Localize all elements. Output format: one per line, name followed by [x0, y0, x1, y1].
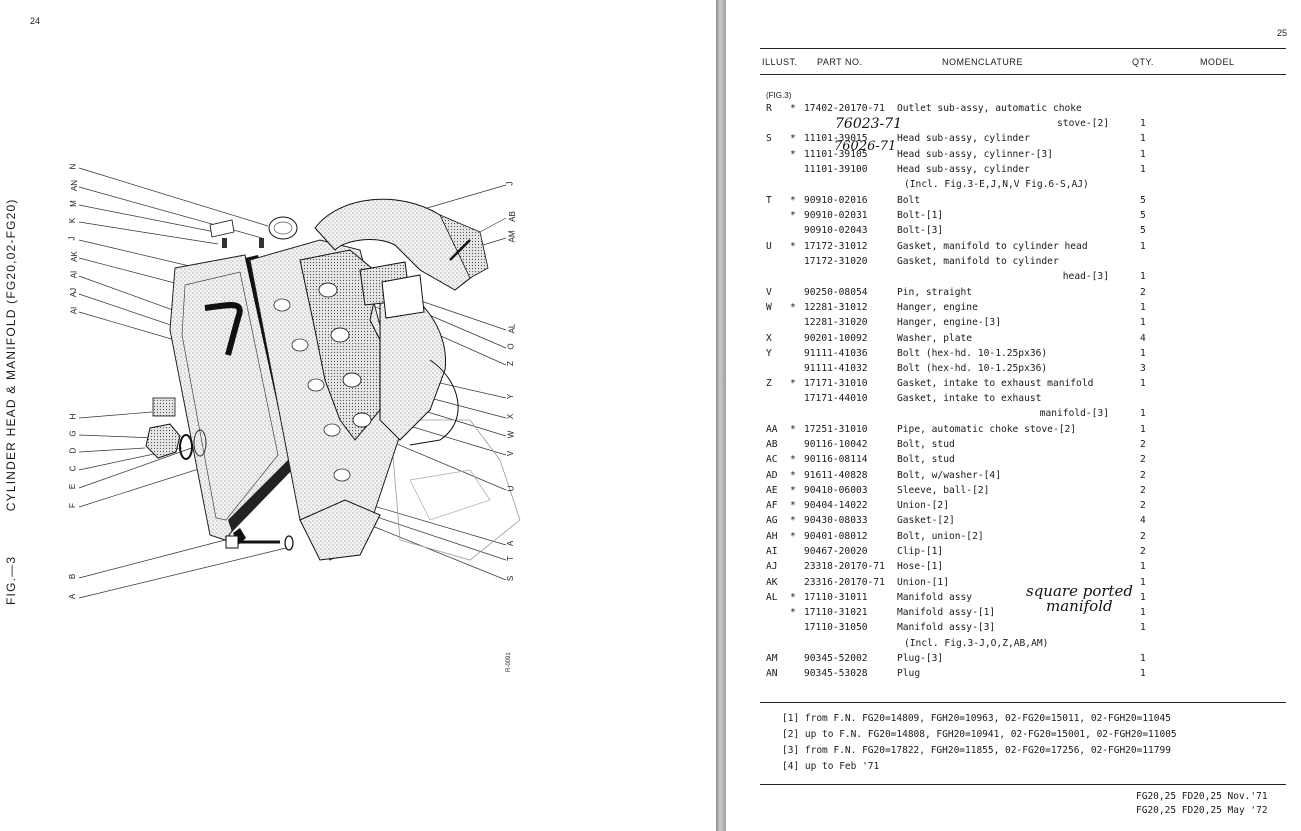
callout-right-5: O: [506, 343, 516, 350]
callout-right-2: AB: [507, 211, 517, 222]
nomenclature: Plug-[3]: [897, 653, 944, 664]
right-page: [726, 0, 1301, 831]
quantity: 2: [1140, 454, 1146, 465]
handwritten-note-1: 76023-71: [835, 116, 903, 132]
change-mark: *: [790, 424, 796, 435]
part-number: 90250-08054: [804, 287, 868, 298]
change-mark: *: [790, 210, 796, 221]
quantity: 2: [1140, 485, 1146, 496]
table-row: [726, 636, 1301, 651]
quantity: 1: [1140, 378, 1146, 389]
illust-ref: Z: [766, 378, 772, 389]
illust-ref: R: [766, 103, 772, 114]
nomenclature: Union-[1]: [897, 577, 949, 588]
quantity: 1: [1140, 317, 1146, 328]
nomenclature: Manifold assy-[3]: [897, 622, 996, 633]
part-number: 90116-10042: [804, 439, 868, 450]
illust-ref: S: [766, 133, 772, 144]
illust-ref: U: [766, 241, 772, 252]
table-row: [726, 605, 1301, 620]
part-number: 90404-14022: [804, 500, 868, 511]
edition-line-1: FG20,25 FD20,25 Nov.'71: [1136, 791, 1268, 802]
nomenclature: Bolt-[3]: [897, 225, 944, 236]
part-number: 90910-02031: [804, 210, 868, 221]
callout-left-13: C: [68, 465, 78, 472]
footnote-2: [2] up to F.N. FG20=14808, FGH20=10941, 02-FG20=15001, 02-FGH20=11005: [782, 729, 1177, 740]
callout-right-10: V: [506, 450, 516, 457]
nomenclature-continuation: stove-[2]: [1057, 118, 1109, 129]
part-number: 11101-39105: [804, 149, 868, 160]
figure-reference: (FIG.3): [766, 91, 792, 100]
quantity: 5: [1140, 210, 1146, 221]
callout-left-8: AJ: [69, 287, 79, 298]
table-row: [726, 193, 1301, 208]
figure-number: FIG.—3: [4, 555, 18, 605]
nomenclature: Head sub-assy, cylinder: [897, 164, 1030, 175]
illust-ref: AL: [766, 592, 778, 603]
change-mark: *: [790, 302, 796, 313]
callout-right-1: J: [505, 181, 515, 186]
illust-ref: AN: [766, 668, 778, 679]
nomenclature: Pin, straight: [897, 287, 973, 298]
nomenclature: Washer, plate: [897, 333, 973, 344]
change-mark: *: [790, 195, 796, 206]
nomenclature: Gasket, intake to exhaust manifold: [897, 378, 1094, 389]
part-number: 90410-06003: [804, 485, 868, 496]
change-mark: *: [790, 454, 796, 465]
table-row: [726, 651, 1301, 666]
callout-left-3: M: [68, 200, 78, 207]
change-mark: *: [790, 592, 796, 603]
quantity: 5: [1140, 225, 1146, 236]
illust-ref: AK: [766, 577, 778, 588]
part-number: 90910-02016: [804, 195, 868, 206]
part-number: 17110-31050: [804, 622, 868, 633]
nomenclature: Bolt, stud: [897, 454, 955, 465]
callout-left-16: B: [68, 573, 78, 580]
change-mark: *: [790, 515, 796, 526]
col-header-model: MODEL: [1200, 57, 1235, 67]
quantity: 2: [1140, 546, 1146, 557]
figure-code: R-0091: [506, 652, 512, 672]
illust-ref: AI: [766, 546, 778, 557]
part-number: 17172-31012: [804, 241, 868, 252]
callout-left-6: AK: [69, 251, 79, 262]
illust-ref: V: [766, 287, 772, 298]
quantity: 5: [1140, 195, 1146, 206]
table-row: [726, 116, 1301, 131]
table-row: [726, 422, 1301, 437]
change-mark: *: [790, 241, 796, 252]
change-mark: *: [790, 485, 796, 496]
nomenclature: Union-[2]: [897, 500, 949, 511]
quantity: 1: [1140, 622, 1146, 633]
quantity: 1: [1140, 668, 1146, 679]
part-number: 17172-31020: [804, 256, 868, 267]
callout-right-12: A: [506, 540, 516, 547]
quantity: 1: [1140, 118, 1146, 129]
table-row: [726, 559, 1301, 574]
table-row: [726, 452, 1301, 467]
quantity: 1: [1140, 424, 1146, 435]
callout-right-13: T: [505, 556, 515, 561]
nomenclature: Gasket, manifold to cylinder head: [897, 241, 1088, 252]
part-number: 90116-08114: [804, 454, 868, 465]
nomenclature: Pipe, automatic choke stove-[2]: [897, 424, 1077, 435]
part-number: 90201-10092: [804, 333, 868, 344]
quantity: 1: [1140, 271, 1146, 282]
footnote-4: [4] up to Feb '71: [782, 761, 880, 772]
change-mark: *: [790, 607, 796, 618]
part-number: 91111-41036: [804, 348, 868, 359]
quantity: 1: [1140, 577, 1146, 588]
table-row: [726, 666, 1301, 681]
part-number: 17251-31010: [804, 424, 868, 435]
quantity: 1: [1140, 164, 1146, 175]
nomenclature: Plug: [897, 668, 921, 679]
nomenclature: Manifold assy: [897, 592, 973, 603]
table-row: [726, 498, 1301, 513]
callout-left-10: H: [68, 413, 78, 420]
nomenclature: Hose-[1]: [897, 561, 944, 572]
nomenclature-continuation: manifold-[3]: [1039, 408, 1109, 419]
change-mark: *: [790, 531, 796, 542]
table-row: [726, 544, 1301, 559]
quantity: 3: [1140, 363, 1146, 374]
change-mark: *: [790, 149, 796, 160]
callout-right-14: S: [506, 575, 516, 582]
table-row: [726, 406, 1301, 421]
table-row: [726, 513, 1301, 528]
callout-left-9: AI: [69, 306, 79, 315]
change-mark: *: [790, 470, 796, 481]
callout-left-15: F: [67, 503, 77, 508]
callout-left-4: K: [68, 217, 78, 224]
quantity: 1: [1140, 348, 1146, 359]
illust-ref: X: [766, 333, 772, 344]
nomenclature: Bolt, stud: [897, 439, 955, 450]
change-mark: *: [790, 378, 796, 389]
part-number: 90467-20020: [804, 546, 868, 557]
quantity: 1: [1140, 561, 1146, 572]
nomenclature: Bolt, union-[2]: [897, 531, 984, 542]
nomenclature: Bolt: [897, 195, 921, 206]
nomenclature: Clip-[1]: [897, 546, 944, 557]
table-row: [726, 147, 1301, 162]
part-number: 12281-31012: [804, 302, 868, 313]
table-row: [726, 177, 1301, 192]
table-row: [726, 575, 1301, 590]
change-mark: *: [790, 500, 796, 511]
handwritten-note-2: 76026-71: [834, 139, 897, 154]
col-header-illust: ILLUST.: [762, 57, 798, 67]
table-row: [726, 101, 1301, 116]
table-row: [726, 376, 1301, 391]
table-row: [726, 269, 1301, 284]
illust-ref: AB: [766, 439, 778, 450]
footnote-bottom-rule: [760, 784, 1286, 785]
nomenclature-continuation: head-[3]: [1062, 271, 1109, 282]
nomenclature: Manifold assy-[1]: [897, 607, 996, 618]
nomenclature: Head sub-assy, cylinner-[3]: [897, 149, 1053, 160]
page-number-left: 24: [30, 16, 41, 26]
illust-ref: AJ: [766, 561, 778, 572]
page-number-right: 25: [1276, 28, 1287, 38]
table-row: [726, 391, 1301, 406]
illust-ref: AD: [766, 470, 778, 481]
nomenclature: Bolt, w/washer-[4]: [897, 470, 1001, 481]
nomenclature: Bolt (hex-hd. 10-1.25px36): [897, 363, 1048, 374]
nomenclature: Hanger, engine-[3]: [897, 317, 1001, 328]
part-number: 12281-31020: [804, 317, 868, 328]
table-row: [726, 208, 1301, 223]
nomenclature: Outlet sub-assy, automatic choke: [897, 103, 1082, 114]
table-row: [726, 285, 1301, 300]
quantity: 1: [1140, 408, 1146, 419]
part-number: 17402-20170-71: [804, 103, 885, 114]
table-row: [726, 620, 1301, 635]
table-row: [726, 437, 1301, 452]
part-number: 90345-53028: [804, 668, 868, 679]
nomenclature: Bolt-[1]: [897, 210, 944, 221]
quantity: 1: [1140, 653, 1146, 664]
nomenclature: (Incl. Fig.3-E,J,N,V Fig.6-S,AJ): [904, 179, 1089, 190]
col-header-part-no: PART NO.: [817, 57, 863, 67]
quantity: 2: [1140, 287, 1146, 298]
col-header-nomenclature: NOMENCLATURE: [942, 57, 1023, 67]
illust-ref: W: [766, 302, 772, 313]
illust-ref: Y: [766, 348, 772, 359]
quantity: 2: [1140, 500, 1146, 511]
callout-right-8: X: [506, 413, 516, 420]
part-number: 11101-39015: [804, 133, 868, 144]
change-mark: *: [790, 103, 796, 114]
illust-ref: AF: [766, 500, 778, 511]
table-row: [726, 590, 1301, 605]
quantity: 4: [1140, 333, 1146, 344]
illust-ref: AM: [766, 653, 778, 664]
part-number: 17171-31010: [804, 378, 868, 389]
table-row: [726, 315, 1301, 330]
part-number: 90401-08012: [804, 531, 868, 542]
book-gutter: [716, 0, 726, 831]
nomenclature: Gasket, intake to exhaust: [897, 393, 1042, 404]
handwritten-note-3: square ported: [1026, 582, 1134, 600]
table-row: [726, 239, 1301, 254]
callout-left-17: A: [68, 593, 78, 600]
callout-left-11: G: [68, 430, 78, 437]
handwritten-note-4: manifold: [1046, 597, 1113, 615]
quantity: 1: [1140, 241, 1146, 252]
change-mark: *: [790, 133, 796, 144]
illust-ref: AA: [766, 424, 778, 435]
header-top-rule: [760, 48, 1286, 49]
part-number: 90430-08033: [804, 515, 868, 526]
quantity: 4: [1140, 515, 1146, 526]
illust-ref: AH: [766, 531, 778, 542]
callout-right-3: AM: [507, 230, 517, 243]
footnote-top-rule: [760, 702, 1286, 703]
illust-ref: AG: [766, 515, 778, 526]
callout-left-12: D: [68, 447, 78, 454]
quantity: 2: [1140, 439, 1146, 450]
footnote-1: [1] from F.N. FG20=14809, FGH20=10963, 02-FG20=15011, 02-FGH20=11045: [782, 713, 1171, 724]
quantity: 1: [1140, 592, 1146, 603]
part-number: 17171-44010: [804, 393, 868, 404]
callout-left-5: J: [67, 236, 77, 241]
nomenclature: Gasket-[2]: [897, 515, 955, 526]
callout-right-11: U: [506, 485, 516, 492]
callout-right-4: AL: [507, 323, 517, 334]
quantity: 1: [1140, 149, 1146, 160]
table-row: [726, 468, 1301, 483]
quantity: 2: [1140, 470, 1146, 481]
callout-right-9: W: [506, 430, 516, 439]
part-number: 11101-39100: [804, 164, 868, 175]
table-row: [726, 346, 1301, 361]
callout-left-14: E: [68, 483, 78, 490]
table-row: [726, 223, 1301, 238]
nomenclature: Head sub-assy, cylinder: [897, 133, 1030, 144]
part-number: 23318-20170-71: [804, 561, 885, 572]
table-row: [726, 361, 1301, 376]
table-row: [726, 162, 1301, 177]
callout-right-6: Z: [505, 361, 515, 366]
figure-title: CYLINDER HEAD & MANIFOLD (FG20,02-FG20): [4, 198, 18, 512]
nomenclature: (Incl. Fig.3-J,O,Z,AB,AM): [904, 638, 1049, 649]
part-number: 91611-40828: [804, 470, 868, 481]
part-number: 90345-52002: [804, 653, 868, 664]
quantity: 1: [1140, 133, 1146, 144]
part-number: 90910-02043: [804, 225, 868, 236]
footnote-3: [3] from F.N. FG20=17822, FGH20=11855, 02-FG20=17256, 02-FGH20=11799: [782, 745, 1171, 756]
illust-ref: AC: [766, 454, 778, 465]
col-header-qty: QTY.: [1132, 57, 1154, 67]
callout-left-2: AN: [70, 179, 80, 192]
callout-left-7: AI: [69, 270, 79, 279]
nomenclature: Sleeve, ball-[2]: [897, 485, 990, 496]
table-row: [726, 483, 1301, 498]
illust-ref: AE: [766, 485, 778, 496]
quantity: 1: [1140, 302, 1146, 313]
part-number: 23316-20170-71: [804, 577, 885, 588]
table-row: [726, 529, 1301, 544]
illust-ref: T: [766, 195, 772, 206]
nomenclature: Hanger, engine: [897, 302, 978, 313]
header-bottom-rule: [760, 74, 1286, 75]
edition-line-2: FG20,25 FD20,25 May '72: [1136, 805, 1268, 816]
part-number: 17110-31021: [804, 607, 868, 618]
table-row: [726, 331, 1301, 346]
callout-left-1: N: [68, 163, 78, 170]
quantity: 2: [1140, 531, 1146, 542]
part-number: 91111-41032: [804, 363, 868, 374]
nomenclature: Bolt (hex-hd. 10-1.25px36): [897, 348, 1048, 359]
table-row: [726, 131, 1301, 146]
nomenclature: Gasket, manifold to cylinder: [897, 256, 1059, 267]
callout-right-7: Y: [506, 393, 516, 400]
part-number: 17110-31011: [804, 592, 868, 603]
table-row: [726, 300, 1301, 315]
table-row: [726, 254, 1301, 269]
quantity: 1: [1140, 607, 1146, 618]
